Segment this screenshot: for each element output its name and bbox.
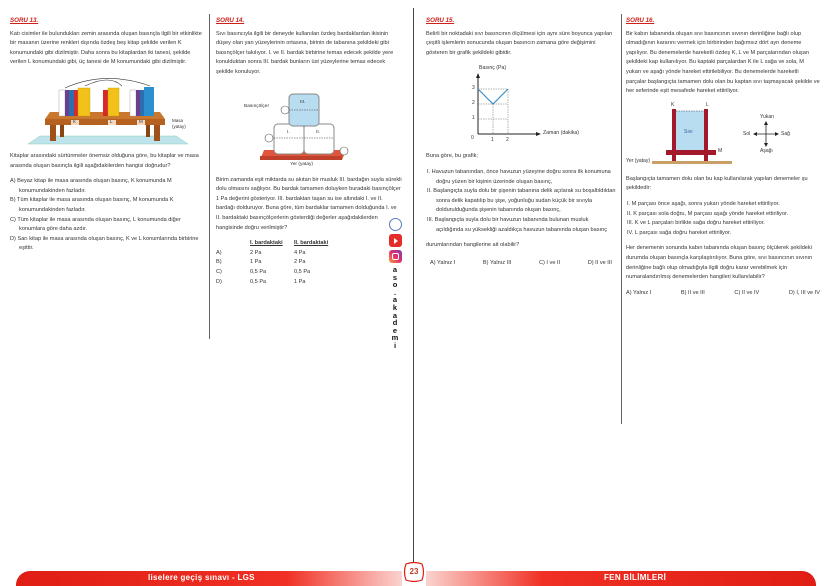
direction-down: Aşağı	[760, 147, 773, 154]
trial-ii: II. K parçası sola doğru, M parçası aşağı yönde hareket ettiriliyor.	[627, 210, 789, 217]
stacked-cups-figure	[216, 84, 402, 170]
footer-bar-left	[16, 571, 402, 586]
school-logo-icon[interactable]	[389, 218, 402, 231]
option-c[interactable]: C) I ve II	[538, 259, 561, 266]
footer-bar-right	[426, 571, 816, 586]
question-14	[216, 16, 402, 287]
question-prompt: Her denemenin sonunda kabın tabanında oluşan basınç ölçülerek şekildeki durumda oluşan basınçla karşılaştırılıyor. Buna göre, sıvı basıncının sıvının derinliğine bağlı olup olmadığıyla ilgili doğru karar verebilmek için numaralandırılmış denemelerden hangileri kullanılabilir?	[626, 245, 813, 281]
label-m: M	[139, 118, 143, 124]
question-16	[626, 16, 820, 298]
cup-ii-value: 1 Pa	[294, 278, 306, 285]
table-label-horizontal: (yatay)	[172, 123, 186, 129]
statement-ii: II. Başlangıçta suyla dolu bir şişenin tabanına delik açılarak su boşaltıldıktan sonra delik kapatılıp bu şişe, yoğunluğu sudan küçük bir sıvıyla doldurulduğunda şişenin tabanında oluşan basınç,	[427, 188, 616, 214]
table-row[interactable]	[216, 249, 334, 259]
option-d[interactable]: D) Sarı kitap ile masa arasında oluşan basınç, K ve L konumlarında birbirine eşittir.	[10, 235, 199, 252]
option-d[interactable]: D) II ve III	[587, 259, 612, 266]
question-prompt: durumlarından hangilerine ait olabilir?	[426, 242, 520, 249]
option-letter: C)	[216, 268, 222, 275]
cups-illustration	[216, 84, 402, 170]
question-title: SORU 16.	[626, 17, 655, 24]
container-figure	[626, 103, 820, 169]
brand-vertical-text: a s o . a k a d e m i	[391, 265, 399, 350]
liquid-label: Sıvı	[684, 128, 693, 135]
label-l: L	[110, 118, 113, 124]
cup-i-value: 1 Pa	[250, 259, 262, 266]
pressure-graph-svg	[426, 64, 616, 146]
cup-iii-label: III.	[300, 99, 306, 105]
page-number: 23	[409, 567, 419, 576]
part-l-label: L	[706, 101, 709, 108]
question-title: SORU 15.	[426, 17, 455, 24]
footer-subject: FEN BİLİMLERİ	[604, 573, 667, 582]
option-letter: A)	[216, 249, 222, 256]
table-label: Masa	[172, 117, 184, 123]
option-b[interactable]: B) II ve III	[680, 289, 705, 296]
y-tick-2: 2	[472, 100, 475, 107]
question-intro: Katı cisimler ile bulundukları zemin arasında oluşan basınçla ilgili bir etkinlikte bir masanın üzerine renkleri dışında özdeş beş kitap şekilde verilen K konumundaki gibi dizilmiştir. Daha sonra bu kitaplardan iki tanesi, şekilde verilen L konumundaki gibi, üç tanesi de M konumundaki gibi dizilmiştir.	[10, 30, 202, 66]
trial-iii: III. K ve L parçaları birlikte sağa doğru hareket ettiriliyor.	[627, 220, 765, 227]
question-stem: Buna göre, bu grafik;	[426, 153, 478, 160]
option-a[interactable]: A) Beyaz kitap ile masa arasında oluşan basınç, K konumunda M konumundakinden fazladır.	[10, 178, 172, 194]
cup-i-label: I.	[287, 129, 290, 135]
column-divider	[209, 14, 210, 339]
part-k-label: K	[671, 101, 675, 108]
statement-i: I. Havuzun tabanından, önce havuzun yüzeyine doğru sonra ilk konumuna doğru yüzen bir kişinin üzerinde oluşan basınç,	[427, 168, 611, 185]
option-d[interactable]: D) I, III ve IV	[788, 289, 820, 296]
direction-up: Yukarı	[760, 113, 775, 120]
y-tick-1: 1	[472, 115, 475, 122]
books-table-illustration	[10, 74, 202, 146]
option-letter: B)	[216, 259, 222, 266]
question-stem: Başlangıçta tamamen dolu olan bu kap kullanılarak yapılan denemeler şu şekildedir:	[626, 175, 808, 192]
ground-label: Yer (yatay)	[290, 161, 314, 167]
question-intro: Belirli bir noktadaki sıvı basıncının ölçülmesi için aynı süre boyunca yapılan çeşitli işlemlerin sonucunda oluşan basıncın zamana göre değişimini gösteren bir grafik şekildeki gibidir.	[426, 30, 613, 56]
part-m-label: M	[718, 147, 723, 154]
option-a[interactable]: A) Yalnız I	[430, 259, 456, 266]
y-axis-label: Basınç (Pa)	[479, 65, 507, 72]
option-c[interactable]: C) Tüm kitaplar ile masa arasında oluşan basınç, L konumunda diğer konumlara göre daha azdır.	[10, 216, 181, 233]
question-15	[426, 16, 616, 268]
column-divider	[621, 14, 622, 424]
option-b[interactable]: B) Yalnız III	[482, 259, 512, 266]
page-number-badge	[402, 562, 426, 582]
trial-iv: IV. L parçası sağa doğru hareket ettiriliyor.	[627, 229, 732, 236]
y-tick-3: 3	[472, 85, 475, 92]
gauge-label: Basınçölçer	[244, 103, 270, 109]
x-axis-label: Zaman (dakika)	[543, 130, 580, 137]
cup-i-value: 2 Pa	[250, 249, 262, 256]
table-row[interactable]	[216, 268, 334, 278]
x-tick-2: 2	[506, 137, 509, 144]
header-cup-ii: II. bardaktaki	[294, 240, 329, 247]
youtube-icon[interactable]	[389, 234, 402, 247]
trial-i: I. M parçası önce aşağı, sonra yukarı yönde hareket ettiriliyor.	[627, 200, 780, 207]
direction-left: Sol	[743, 130, 751, 137]
option-letter: D)	[216, 278, 222, 285]
side-brand-strip	[388, 218, 404, 350]
table-row[interactable]	[216, 278, 334, 288]
x-tick-1: 1	[491, 137, 494, 144]
cup-i-value: 0,5 Pa	[250, 278, 267, 285]
header-cup-i: I. bardaktaki	[250, 240, 283, 247]
question-title: SORU 14.	[216, 17, 245, 24]
option-b[interactable]: B) Tüm kitaplar ile masa arasında oluşan basınç, M konumunda K konumundakinden fazladır.	[10, 197, 174, 213]
pressure-time-graph	[426, 64, 616, 146]
direction-right: Sağ	[781, 130, 790, 137]
answer-table	[216, 239, 334, 287]
option-a[interactable]: A) Yalnız I	[626, 289, 652, 296]
ground-label: Yer (yatay)	[626, 157, 650, 164]
question-intro: Bir kabın tabanında oluşan sıvı basıncının sıvının derinliğine bağlı olup olmadığının kararını vermek için birbirinden bağımsız dört ayrı deneme yapılıyor. Bu denemelerde hareketli özdeş K, L ve M parçalarından oluşan şekildeki kap kullanılıyor. Bu kaptaki parçalardan K ile L sağa ve sola, M yukarı ve aşağı yönde hareket ettirilebiliyor. Bu denemelerde hareketli parçalar başlangıçta tamamen dolu olan bu kaptan sıvı taşmayacak şekilde ve her seferinde eşit mesafede hareket ettiriliyor.	[626, 30, 820, 95]
books-on-table-figure	[10, 74, 202, 146]
cup-ii-value: 2 Pa	[294, 259, 306, 266]
table-row[interactable]	[216, 258, 334, 268]
header-blank	[216, 239, 250, 249]
label-k: K	[73, 118, 77, 124]
question-intro: Sıvı basıncıyla ilgili bir deneyde kullanılan özdeş bardaklardan ikisinin düşey olan yan yüzeylerinin ortasına, birinin de tabanına şekildeki gibi basınçölçer takılıyor. I. ve II. bardak birbirine temas edecek şekilde yere konulduktan sonra III. bardak bunların üst yüzeylerine temas edecek şekilde konuluyor.	[216, 30, 394, 75]
instagram-icon[interactable]	[389, 250, 402, 263]
cup-i-value: 0,5 Pa	[250, 268, 267, 275]
options-row	[626, 289, 820, 299]
options-row	[426, 259, 616, 269]
question-title: SORU 13.	[10, 17, 39, 24]
question-13	[10, 16, 202, 254]
x-tick-0: 0	[471, 135, 474, 142]
statement-iii: III. Başlangıçta suyla dolu bir havuzun tabanında bulunan musluk açıldığında su yüksekliği azaldıkça havuzun tabanında oluşan basınç	[427, 216, 608, 233]
container-illustration	[626, 103, 820, 169]
center-divider	[413, 8, 414, 575]
cup-ii-label: II.	[316, 129, 320, 135]
option-c[interactable]: C) II ve IV	[734, 289, 760, 296]
footer-exam-name: liselere geçiş sınavı - LGS	[148, 573, 255, 582]
cup-ii-value: 4 Pa	[294, 249, 306, 256]
table-header-row	[216, 239, 334, 249]
cup-ii-value: 0,5 Pa	[294, 268, 311, 275]
question-stem: Kitaplar arasındaki sürtünmeler önemsiz olduğuna göre, bu kitaplar ve masa arasında oluşan basınçla ilgili aşağıdakilerden hangisi doğrudur?	[10, 152, 199, 169]
question-stem: Birim zamanda eşit miktarda su akıtan bir musluk III. bardağın suyla sürekli dolu olmasını sağlıyor. Bu bardak tamamen doluyken buradaki basınçölçer 1 Pa değerini gösteriyor. III. bardaktan taşan su ise altındaki I. ve II. bardağı dolduruyor. Buna göre, tüm bardaklar tamamen dolduğunda I. ve II. bardaktaki basınçölçerlerin gösterdiği değerler aşağıdakilerden hangisinde doğru verilmiştir?	[216, 176, 402, 231]
